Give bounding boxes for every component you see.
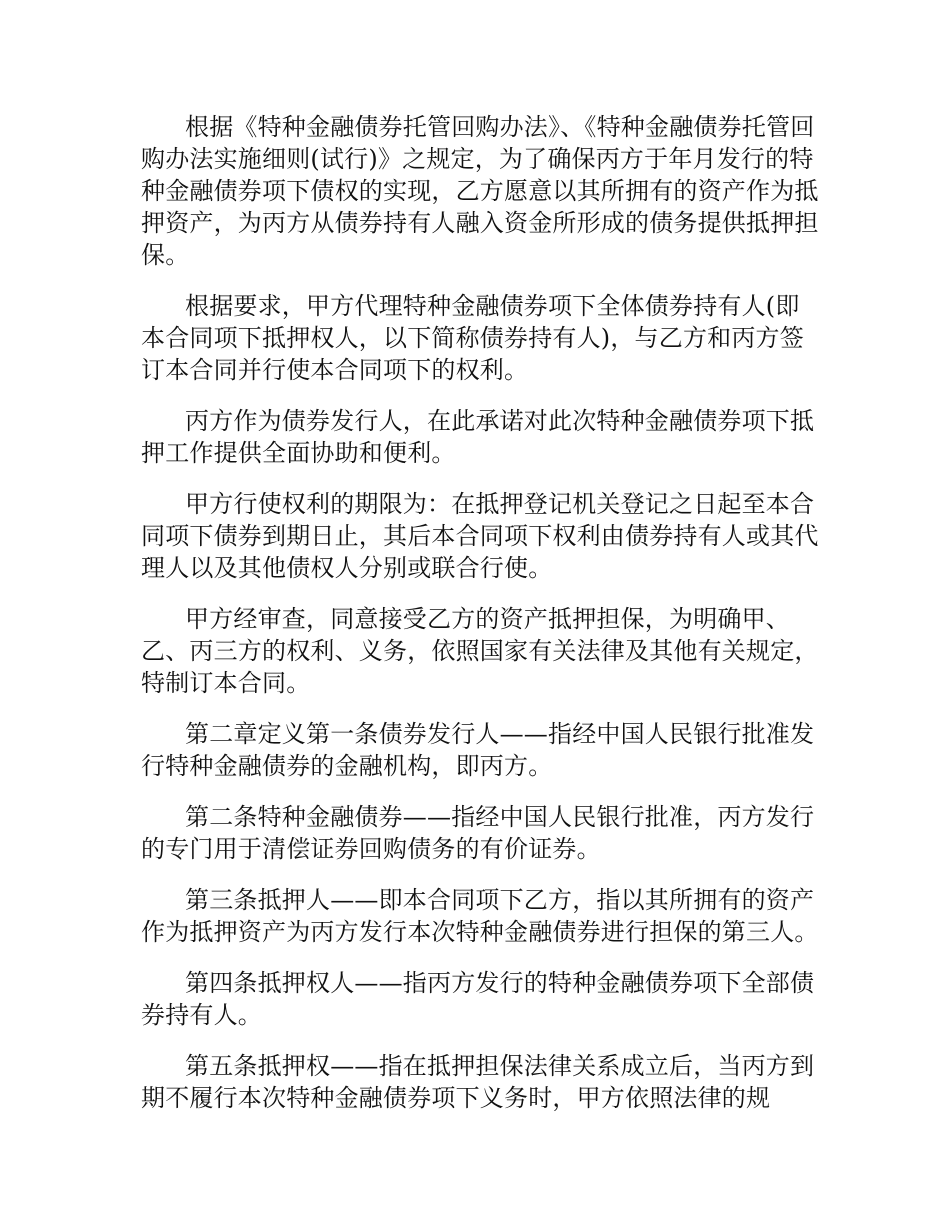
- paragraph: 第三条抵押人——即本合同项下乙方，指以其所拥有的资产作为抵押资产为丙方发行本次特种金融债券进行担保的第三人。: [141, 886, 819, 946]
- paragraph: 第二章定义第一条债券发行人——指经中国人民银行批准发行特种金融债券的金融机构，即丙方。: [141, 720, 815, 780]
- paragraph: 第四条抵押权人——指丙方发行的特种金融债券项下全部债券持有人。: [141, 969, 815, 1029]
- paragraph: 第五条抵押权——指在抵押担保法律关系成立后，当丙方到期不履行本次特种金融债券项下义务时，甲方依照法律的规: [141, 1052, 815, 1112]
- paragraph: 丙方作为债券发行人，在此承诺对此次特种金融债券项下抵押工作提供全面协助和便利。: [141, 407, 815, 467]
- paragraph: 根据要求，甲方代理特种金融债券项下全体债券持有人(即本合同项下抵押权人，以下简称债券持有人)，与乙方和丙方签订本合同并行使本合同项下的权利。: [141, 292, 804, 384]
- paragraph: 甲方行使权利的期限为：在抵押登记机关登记之日起至本合同项下债券到期日止，其后本合同项下权利由债券持有人或其代理人以及其他债权人分别或联合行使。: [141, 490, 819, 582]
- document-body: [141, 111, 821, 1114]
- paragraph: 甲方经审查，同意接受乙方的资产抵押担保，为明确甲、乙、丙三方的权利、义务，依照国家有关法律及其他有关规定，特制订本合同。: [141, 605, 819, 697]
- paragraph: 第二条特种金融债券——指经中国人民银行批准，丙方发行的专门用于清偿证券回购债务的有价证券。: [141, 803, 815, 863]
- paragraph: 根据《特种金融债券托管回购办法》、《特种金融债券托管回购办法实施细则(试行)》之规定，为了确保丙方于年月发行的特种金融债券项下债权的实现，乙方愿意以其所拥有的资产作为抵押资产，为丙方从债券持有人融入资金所形成的债务提供抵押担保。: [141, 113, 819, 269]
